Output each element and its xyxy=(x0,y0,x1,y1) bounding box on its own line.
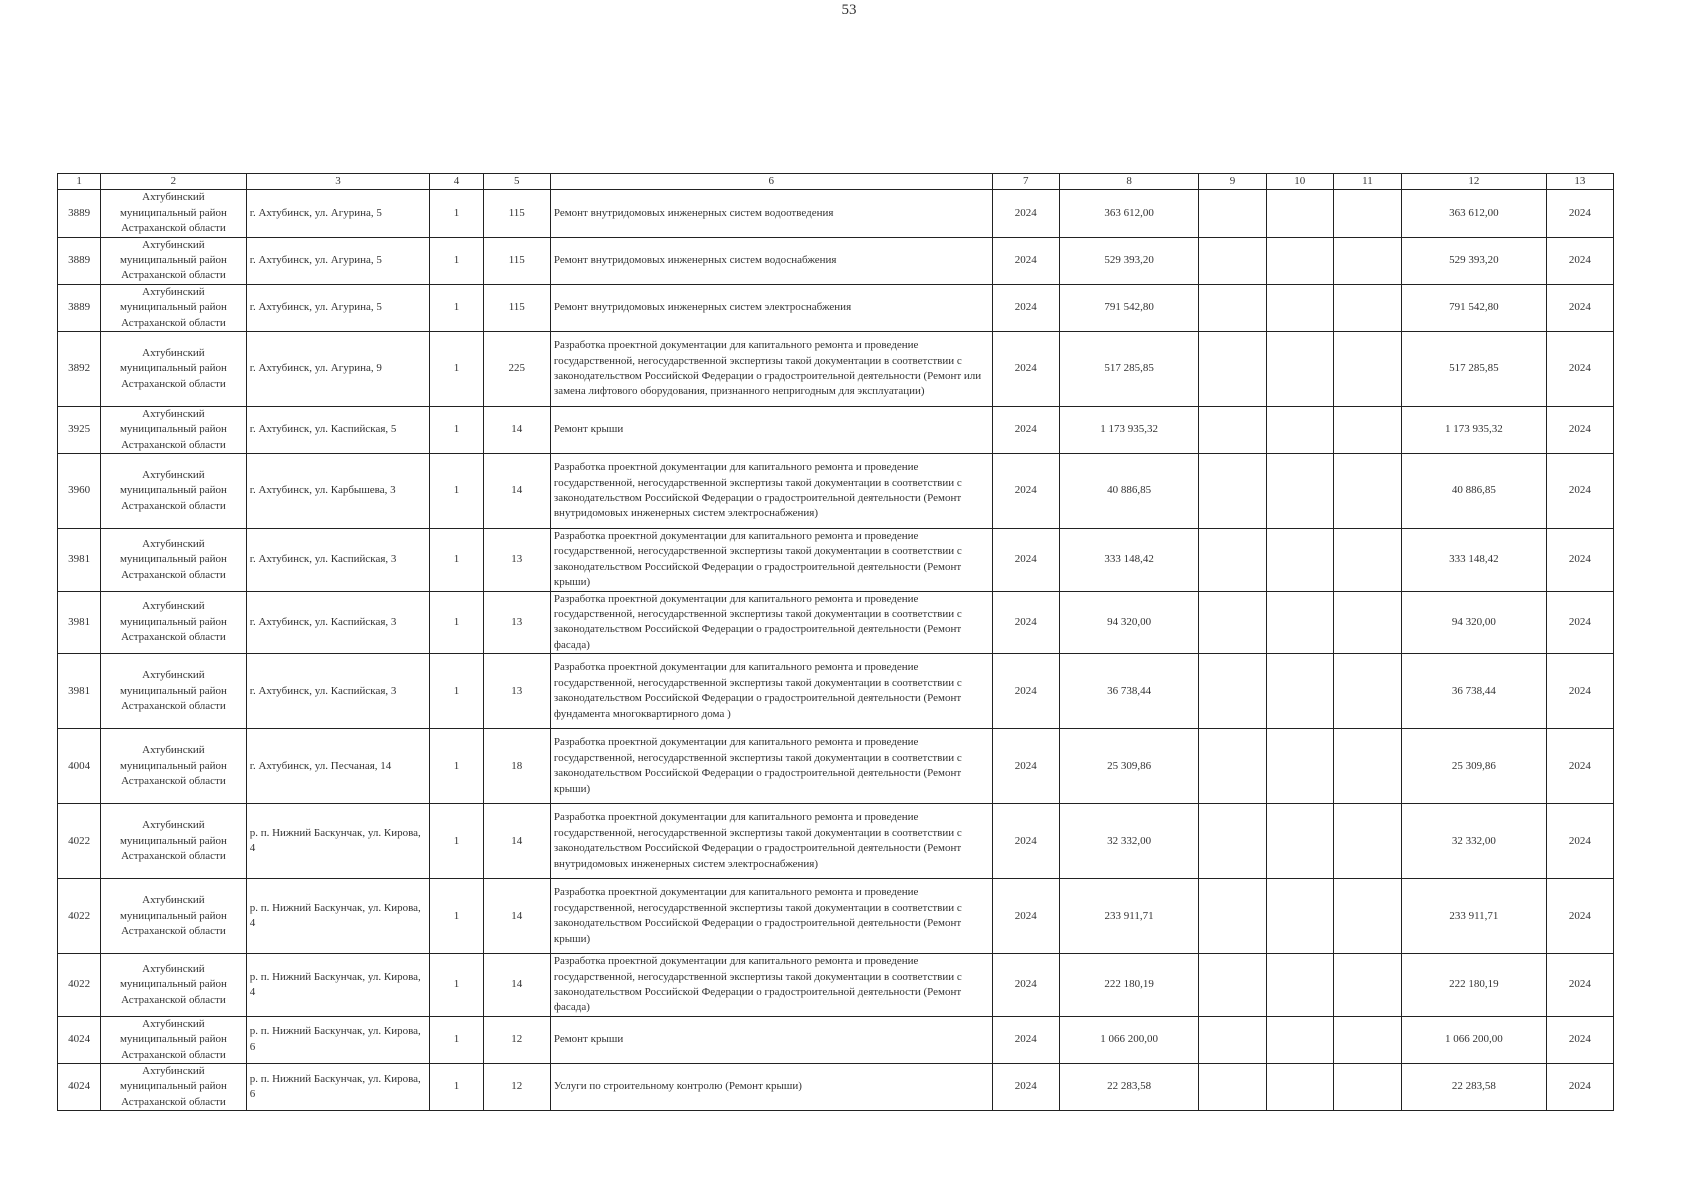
completion-year-cell: 2024 xyxy=(1546,406,1613,453)
column-5-cell: 18 xyxy=(483,729,550,804)
completion-year-cell: 2024 xyxy=(1546,879,1613,954)
total-cell: 32 332,00 xyxy=(1402,804,1547,879)
column-11-cell xyxy=(1333,284,1401,331)
table-row xyxy=(58,1016,1614,1063)
row-id-cell: 4022 xyxy=(58,804,101,879)
year-cell: 2024 xyxy=(992,406,1059,453)
column-11-cell xyxy=(1333,804,1401,879)
completion-year-cell: 2024 xyxy=(1546,284,1613,331)
column-9-cell xyxy=(1199,1016,1266,1063)
column-9-cell xyxy=(1199,529,1266,592)
total-cell: 791 542,80 xyxy=(1402,284,1547,331)
column-number-row xyxy=(58,174,1614,190)
column-11-cell xyxy=(1333,654,1401,729)
year-cell: 2024 xyxy=(992,591,1059,654)
column-header: 1 xyxy=(58,174,101,190)
column-9-cell xyxy=(1199,331,1266,406)
amount-cell: 40 886,85 xyxy=(1059,454,1199,529)
table-row xyxy=(58,331,1614,406)
column-9-cell xyxy=(1199,284,1266,331)
column-4-cell: 1 xyxy=(430,1016,483,1063)
row-id-cell: 3889 xyxy=(58,284,101,331)
work-description-cell: Разработка проектной документации для капитального ремонта и проведение государственной, негосударственной экспертизы такой документации в соответствии с законодательством Российской Федерации о градостроительной деятельности (Ремонт крыши) xyxy=(550,879,992,954)
column-9-cell xyxy=(1199,454,1266,529)
work-description-cell: Ремонт внутридомовых инженерных систем водоснабжения xyxy=(550,237,992,284)
address-cell: р. п. Нижний Баскунчак, ул. Кирова, 4 xyxy=(246,804,430,879)
total-cell: 22 283,58 xyxy=(1402,1063,1547,1110)
column-9-cell xyxy=(1199,1063,1266,1110)
column-5-cell: 13 xyxy=(483,654,550,729)
column-header: 8 xyxy=(1059,174,1199,190)
column-4-cell: 1 xyxy=(430,237,483,284)
column-10-cell xyxy=(1266,237,1333,284)
table-row xyxy=(58,284,1614,331)
total-cell: 40 886,85 xyxy=(1402,454,1547,529)
address-cell: г. Ахтубинск, ул. Песчаная, 14 xyxy=(246,729,430,804)
column-5-cell: 225 xyxy=(483,331,550,406)
column-11-cell xyxy=(1333,190,1401,237)
amount-cell: 22 283,58 xyxy=(1059,1063,1199,1110)
work-description-cell: Разработка проектной документации для капитального ремонта и проведение государственной, негосударственной экспертизы такой документации в соответствии с законодательством Российской Федерации о градостроительной деятельности (Ремонт крыши) xyxy=(550,729,992,804)
year-cell: 2024 xyxy=(992,729,1059,804)
amount-cell: 222 180,19 xyxy=(1059,954,1199,1017)
column-9-cell xyxy=(1199,190,1266,237)
row-id-cell: 3960 xyxy=(58,454,101,529)
column-10-cell xyxy=(1266,591,1333,654)
district-cell: Ахтубинский муниципальный район Астраханской области xyxy=(101,654,247,729)
table-row xyxy=(58,879,1614,954)
work-description-cell: Ремонт крыши xyxy=(550,1016,992,1063)
row-id-cell: 4004 xyxy=(58,729,101,804)
year-cell: 2024 xyxy=(992,1016,1059,1063)
row-id-cell: 3889 xyxy=(58,237,101,284)
row-id-cell: 3981 xyxy=(58,591,101,654)
column-11-cell xyxy=(1333,529,1401,592)
table-row xyxy=(58,529,1614,592)
column-header: 10 xyxy=(1266,174,1333,190)
column-11-cell xyxy=(1333,879,1401,954)
column-11-cell xyxy=(1333,729,1401,804)
column-header: 5 xyxy=(483,174,550,190)
year-cell: 2024 xyxy=(992,1063,1059,1110)
row-id-cell: 3889 xyxy=(58,190,101,237)
year-cell: 2024 xyxy=(992,454,1059,529)
column-10-cell xyxy=(1266,654,1333,729)
work-description-cell: Разработка проектной документации для капитального ремонта и проведение государственной, негосударственной экспертизы такой документации в соответствии с законодательством Российской Федерации о градостроительной деятельности (Ремонт или замена лифтового оборудования, признанного непригодным для эксплуатации) xyxy=(550,331,992,406)
amount-cell: 233 911,71 xyxy=(1059,879,1199,954)
column-4-cell: 1 xyxy=(430,804,483,879)
district-cell: Ахтубинский муниципальный район Астраханской области xyxy=(101,1016,247,1063)
table-row xyxy=(58,406,1614,453)
column-4-cell: 1 xyxy=(430,406,483,453)
total-cell: 1 066 200,00 xyxy=(1402,1016,1547,1063)
column-4-cell: 1 xyxy=(430,529,483,592)
district-cell: Ахтубинский муниципальный район Астраханской области xyxy=(101,529,247,592)
year-cell: 2024 xyxy=(992,654,1059,729)
column-4-cell: 1 xyxy=(430,1063,483,1110)
column-header: 12 xyxy=(1402,174,1547,190)
completion-year-cell: 2024 xyxy=(1546,1063,1613,1110)
year-cell: 2024 xyxy=(992,284,1059,331)
row-id-cell: 3925 xyxy=(58,406,101,453)
work-description-cell: Разработка проектной документации для капитального ремонта и проведение государственной, негосударственной экспертизы такой документации в соответствии с законодательством Российской Федерации о градостроительной деятельности (Ремонт фасада) xyxy=(550,591,992,654)
district-cell: Ахтубинский муниципальный район Астраханской области xyxy=(101,406,247,453)
capital-repair-table xyxy=(57,173,1614,1111)
column-9-cell xyxy=(1199,804,1266,879)
completion-year-cell: 2024 xyxy=(1546,729,1613,804)
column-9-cell xyxy=(1199,406,1266,453)
address-cell: г. Ахтубинск, ул. Агурина, 5 xyxy=(246,237,430,284)
work-description-cell: Разработка проектной документации для капитального ремонта и проведение государственной, негосударственной экспертизы такой документации в соответствии с законодательством Российской Федерации о градостроительной деятельности (Ремонт внутридомовых инженерных систем электроснабжения) xyxy=(550,454,992,529)
column-9-cell xyxy=(1199,654,1266,729)
amount-cell: 529 393,20 xyxy=(1059,237,1199,284)
column-4-cell: 1 xyxy=(430,331,483,406)
work-description-cell: Ремонт крыши xyxy=(550,406,992,453)
total-cell: 333 148,42 xyxy=(1402,529,1547,592)
district-cell: Ахтубинский муниципальный район Астраханской области xyxy=(101,729,247,804)
total-cell: 517 285,85 xyxy=(1402,331,1547,406)
table-row xyxy=(58,654,1614,729)
district-cell: Ахтубинский муниципальный район Астраханской области xyxy=(101,284,247,331)
column-header: 7 xyxy=(992,174,1059,190)
district-cell: Ахтубинский муниципальный район Астраханской области xyxy=(101,454,247,529)
column-4-cell: 1 xyxy=(430,591,483,654)
column-10-cell xyxy=(1266,729,1333,804)
year-cell: 2024 xyxy=(992,190,1059,237)
work-description-cell: Ремонт внутридомовых инженерных систем электроснабжения xyxy=(550,284,992,331)
column-11-cell xyxy=(1333,954,1401,1017)
column-10-cell xyxy=(1266,284,1333,331)
column-4-cell: 1 xyxy=(430,284,483,331)
column-5-cell: 12 xyxy=(483,1063,550,1110)
work-description-cell: Ремонт внутридомовых инженерных систем водоотведения xyxy=(550,190,992,237)
column-4-cell: 1 xyxy=(430,454,483,529)
column-11-cell xyxy=(1333,1016,1401,1063)
column-10-cell xyxy=(1266,331,1333,406)
row-id-cell: 4024 xyxy=(58,1063,101,1110)
address-cell: г. Ахтубинск, ул. Карбышева, 3 xyxy=(246,454,430,529)
district-cell: Ахтубинский муниципальный район Астраханской области xyxy=(101,804,247,879)
address-cell: г. Ахтубинск, ул. Каспийская, 3 xyxy=(246,591,430,654)
address-cell: г. Ахтубинск, ул. Агурина, 5 xyxy=(246,284,430,331)
column-10-cell xyxy=(1266,1016,1333,1063)
work-description-cell: Услуги по строительному контролю (Ремонт крыши) xyxy=(550,1063,992,1110)
row-id-cell: 3892 xyxy=(58,331,101,406)
completion-year-cell: 2024 xyxy=(1546,804,1613,879)
year-cell: 2024 xyxy=(992,954,1059,1017)
address-cell: г. Ахтубинск, ул. Агурина, 5 xyxy=(246,190,430,237)
address-cell: р. п. Нижний Баскунчак, ул. Кирова, 4 xyxy=(246,879,430,954)
column-11-cell xyxy=(1333,1063,1401,1110)
column-10-cell xyxy=(1266,1063,1333,1110)
amount-cell: 36 738,44 xyxy=(1059,654,1199,729)
column-5-cell: 115 xyxy=(483,190,550,237)
year-cell: 2024 xyxy=(992,529,1059,592)
total-cell: 36 738,44 xyxy=(1402,654,1547,729)
table-row xyxy=(58,1063,1614,1110)
column-5-cell: 14 xyxy=(483,804,550,879)
column-9-cell xyxy=(1199,729,1266,804)
table-row xyxy=(58,454,1614,529)
completion-year-cell: 2024 xyxy=(1546,237,1613,284)
column-10-cell xyxy=(1266,804,1333,879)
row-id-cell: 3981 xyxy=(58,654,101,729)
district-cell: Ахтубинский муниципальный район Астраханской области xyxy=(101,331,247,406)
column-9-cell xyxy=(1199,237,1266,284)
table-row xyxy=(58,804,1614,879)
table-row xyxy=(58,954,1614,1017)
amount-cell: 1 066 200,00 xyxy=(1059,1016,1199,1063)
column-4-cell: 1 xyxy=(430,190,483,237)
total-cell: 363 612,00 xyxy=(1402,190,1547,237)
completion-year-cell: 2024 xyxy=(1546,1016,1613,1063)
total-cell: 1 173 935,32 xyxy=(1402,406,1547,453)
column-5-cell: 12 xyxy=(483,1016,550,1063)
address-cell: р. п. Нижний Баскунчак, ул. Кирова, 4 xyxy=(246,954,430,1017)
district-cell: Ахтубинский муниципальный район Астраханской области xyxy=(101,954,247,1017)
amount-cell: 363 612,00 xyxy=(1059,190,1199,237)
table-row xyxy=(58,591,1614,654)
total-cell: 25 309,86 xyxy=(1402,729,1547,804)
column-5-cell: 13 xyxy=(483,529,550,592)
column-9-cell xyxy=(1199,879,1266,954)
year-cell: 2024 xyxy=(992,804,1059,879)
column-9-cell xyxy=(1199,954,1266,1017)
completion-year-cell: 2024 xyxy=(1546,591,1613,654)
work-description-cell: Разработка проектной документации для капитального ремонта и проведение государственной, негосударственной экспертизы такой документации в соответствии с законодательством Российской Федерации о градостроительной деятельности (Ремонт внутридомовых инженерных систем электроснабжения) xyxy=(550,804,992,879)
amount-cell: 333 148,42 xyxy=(1059,529,1199,592)
total-cell: 94 320,00 xyxy=(1402,591,1547,654)
column-5-cell: 13 xyxy=(483,591,550,654)
table-row xyxy=(58,729,1614,804)
column-header: 11 xyxy=(1333,174,1401,190)
year-cell: 2024 xyxy=(992,237,1059,284)
table-row xyxy=(58,190,1614,237)
amount-cell: 1 173 935,32 xyxy=(1059,406,1199,453)
column-10-cell xyxy=(1266,529,1333,592)
column-11-cell xyxy=(1333,454,1401,529)
address-cell: р. п. Нижний Баскунчак, ул. Кирова, 6 xyxy=(246,1016,430,1063)
column-header: 13 xyxy=(1546,174,1613,190)
page-number: 53 xyxy=(841,2,857,18)
column-5-cell: 14 xyxy=(483,406,550,453)
completion-year-cell: 2024 xyxy=(1546,331,1613,406)
column-10-cell xyxy=(1266,954,1333,1017)
work-description-cell: Разработка проектной документации для капитального ремонта и проведение государственной, негосударственной экспертизы такой документации в соответствии с законодательством Российской Федерации о градостроительной деятельности (Ремонт фундамента многоквартирного дома ) xyxy=(550,654,992,729)
row-id-cell: 4022 xyxy=(58,879,101,954)
completion-year-cell: 2024 xyxy=(1546,529,1613,592)
row-id-cell: 4022 xyxy=(58,954,101,1017)
amount-cell: 517 285,85 xyxy=(1059,331,1199,406)
amount-cell: 32 332,00 xyxy=(1059,804,1199,879)
completion-year-cell: 2024 xyxy=(1546,454,1613,529)
row-id-cell: 4024 xyxy=(58,1016,101,1063)
district-cell: Ахтубинский муниципальный район Астраханской области xyxy=(101,591,247,654)
column-header: 2 xyxy=(101,174,247,190)
total-cell: 233 911,71 xyxy=(1402,879,1547,954)
column-5-cell: 115 xyxy=(483,284,550,331)
address-cell: р. п. Нижний Баскунчак, ул. Кирова, 6 xyxy=(246,1063,430,1110)
column-10-cell xyxy=(1266,190,1333,237)
completion-year-cell: 2024 xyxy=(1546,190,1613,237)
completion-year-cell: 2024 xyxy=(1546,954,1613,1017)
column-header: 3 xyxy=(246,174,430,190)
district-cell: Ахтубинский муниципальный район Астраханской области xyxy=(101,1063,247,1110)
column-9-cell xyxy=(1199,591,1266,654)
column-11-cell xyxy=(1333,406,1401,453)
year-cell: 2024 xyxy=(992,879,1059,954)
table-row xyxy=(58,237,1614,284)
column-4-cell: 1 xyxy=(430,954,483,1017)
address-cell: г. Ахтубинск, ул. Агурина, 9 xyxy=(246,331,430,406)
column-5-cell: 115 xyxy=(483,237,550,284)
year-cell: 2024 xyxy=(992,331,1059,406)
address-cell: г. Ахтубинск, ул. Каспийская, 3 xyxy=(246,654,430,729)
work-description-cell: Разработка проектной документации для капитального ремонта и проведение государственной, негосударственной экспертизы такой документации в соответствии с законодательством Российской Федерации о градостроительной деятельности (Ремонт фасада) xyxy=(550,954,992,1017)
column-5-cell: 14 xyxy=(483,454,550,529)
total-cell: 529 393,20 xyxy=(1402,237,1547,284)
column-11-cell xyxy=(1333,237,1401,284)
column-4-cell: 1 xyxy=(430,654,483,729)
column-11-cell xyxy=(1333,591,1401,654)
amount-cell: 25 309,86 xyxy=(1059,729,1199,804)
column-4-cell: 1 xyxy=(430,729,483,804)
work-description-cell: Разработка проектной документации для капитального ремонта и проведение государственной, негосударственной экспертизы такой документации в соответствии с законодательством Российской Федерации о градостроительной деятельности (Ремонт крыши) xyxy=(550,529,992,592)
district-cell: Ахтубинский муниципальный район Астраханской области xyxy=(101,190,247,237)
column-header: 9 xyxy=(1199,174,1266,190)
district-cell: Ахтубинский муниципальный район Астраханской области xyxy=(101,237,247,284)
column-4-cell: 1 xyxy=(430,879,483,954)
district-cell: Ахтубинский муниципальный район Астраханской области xyxy=(101,879,247,954)
total-cell: 222 180,19 xyxy=(1402,954,1547,1017)
column-10-cell xyxy=(1266,406,1333,453)
table-body xyxy=(58,190,1614,1111)
amount-cell: 94 320,00 xyxy=(1059,591,1199,654)
amount-cell: 791 542,80 xyxy=(1059,284,1199,331)
column-10-cell xyxy=(1266,454,1333,529)
column-5-cell: 14 xyxy=(483,954,550,1017)
column-header: 4 xyxy=(430,174,483,190)
address-cell: г. Ахтубинск, ул. Каспийская, 3 xyxy=(246,529,430,592)
column-10-cell xyxy=(1266,879,1333,954)
column-11-cell xyxy=(1333,331,1401,406)
column-header: 6 xyxy=(550,174,992,190)
completion-year-cell: 2024 xyxy=(1546,654,1613,729)
address-cell: г. Ахтубинск, ул. Каспийская, 5 xyxy=(246,406,430,453)
row-id-cell: 3981 xyxy=(58,529,101,592)
column-5-cell: 14 xyxy=(483,879,550,954)
